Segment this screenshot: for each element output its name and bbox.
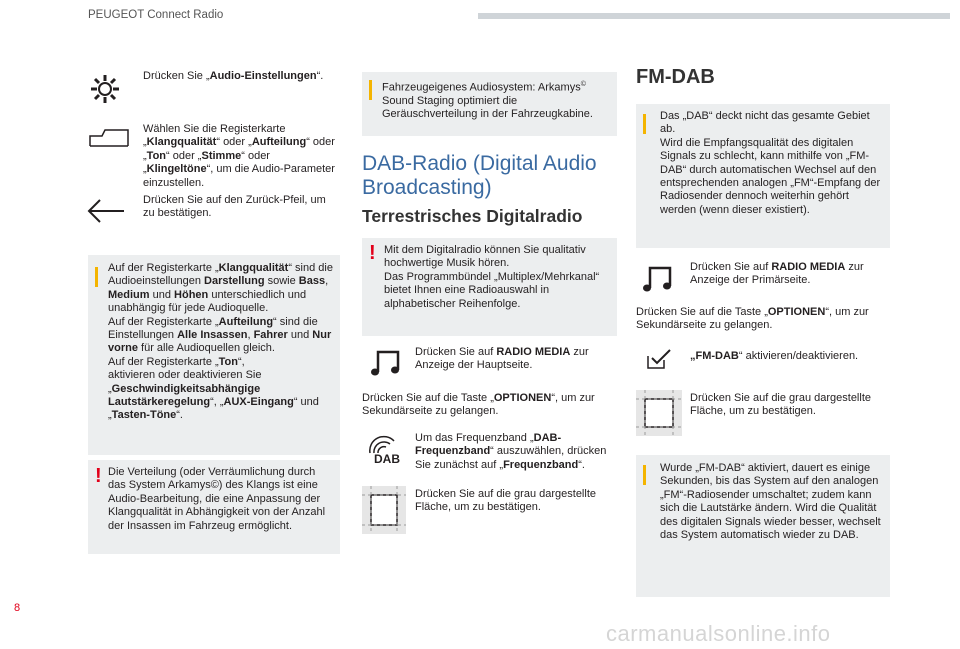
step-select-dab-band: Um das Frequenzband „DAB-Frequenzband“ auszuwählen, drücken Sie zunächst auf „Frequenzband“. [415, 432, 607, 471]
section-heading-dab: DAB-Radio (Digital Audio Broadcasting) [362, 152, 597, 199]
settings-gear-icon [88, 72, 122, 106]
gray-area-icon [362, 486, 406, 534]
section-heading-fm-dab: FM-DAB [636, 66, 715, 88]
info-box-sound-settings [88, 255, 340, 455]
warning-exclamation-icon: ! [95, 465, 102, 487]
music-note-icon [640, 262, 674, 294]
back-arrow-icon [86, 198, 126, 224]
step-select-tab: Wählen Sie die Registerkarte „Klangqualität“ oder „Aufteilung“ oder „Ton“ oder „Stimme“ oder „Klingeltöne“, um die Audio-Parameter einzustellen. [143, 123, 335, 189]
para-options-button: Drücken Sie auf die Taste „OPTIONEN“, um zur Sekundärseite zu gelangen. [362, 392, 595, 418]
step-radio-media-main: Drücken Sie auf RADIO MEDIA zur Anzeige der Hauptseite. [415, 346, 589, 372]
info-box-fm-dab-switch [636, 455, 890, 597]
subheading-terrestrial: Terrestrisches Digitalradio [362, 206, 583, 226]
step-audio-settings: Drücken Sie „Audio-Einstellungen“. [143, 70, 324, 82]
step-confirm-gray-area-fm: Drücken Sie auf die grau dargestellte Fläche, um zu bestätigen. [690, 392, 871, 418]
warning-box-arkamys [88, 460, 340, 554]
music-note-icon [368, 346, 402, 378]
step-toggle-fm-dab: „FM-DAB“ aktivieren/deaktivieren. [690, 350, 859, 362]
info-text-fm-dab-switch: Wurde „FM-DAB“ aktiviert, dauert es einige Sekunden, bis das System auf den analogen „FM“-Radiosender umschaltet; zudem kann sich die Lautstärke ändern. Wird die Qualität des digitalen Signals wieder besser, wechselt das System automatisch wieder zu DAB. [660, 462, 881, 542]
info-box-fm-dab [636, 104, 890, 248]
page-number: 8 [14, 602, 21, 614]
warning-exclamation-icon: ! [369, 242, 376, 264]
info-marker-icon [643, 114, 646, 134]
tab-icon [88, 128, 130, 148]
info-text-fm-dab: Das „DAB“ deckt nicht das gesamte Gebiet ab. Wird die Empfangsqualität des digitalen Signals zu schlecht, kann mithilfe von „FM-DAB“ durch automatischen Wechsel auf den entsprechenden analogen „FM“-Empfang der Radiosender dennoch weiterhin gehört werden (wenn dieser existiert). [660, 110, 881, 216]
info-marker-icon [95, 267, 98, 287]
running-header: PEUGEOT Connect Radio [88, 9, 224, 21]
info-marker-icon [369, 80, 372, 100]
para-options-button-fm: Drücken Sie auf die Taste „OPTIONEN“, um zur Sekundärseite zu gelangen. [636, 306, 869, 332]
header-bar [478, 13, 950, 19]
info-text-arkamys: Fahrzeugeigenes Audiosystem: Arkamys© Sound Staging optimiert die Geräuschverteilung in der Fahrzeugkabine. [382, 81, 593, 121]
warning-text-digital-radio: Mit dem Digitalradio können Sie qualitativ hochwertige Musik hören. Das Programmbündel „Multiplex/Mehrkanal“ bietet Ihnen eine Radioauswahl in alphabetischer Reihenfolge. [384, 244, 600, 310]
info-text-sound: Auf der Registerkarte „Klangqualität“ sind die Audioeinstellungen Darstellung sowie Bass, Medium und Höhen unterschiedlich und unabhängig für jede Audioquelle. Auf der Registerkarte „Aufteilung“ sind die Einstellungen Alle Insassen, Fahrer und Nur vorne für alle Audioquellen gleich. Auf der Registerkarte „Ton“, aktivieren oder deaktivieren Sie „Geschwindigkeitsabhängige Lautstärkeregelung“, „AUX-Eingang“ und „Tasten-Töne“. [108, 262, 333, 422]
step-radio-media-primary: Drücken Sie auf RADIO MEDIA zur Anzeige der Primärseite. [690, 261, 864, 287]
info-marker-icon [643, 465, 646, 485]
watermark: carmanualsonline.info [606, 621, 831, 646]
warning-text-arkamys: Die Verteilung (oder Verräumlichung durch das System Arkamys©) des Klangs ist eine Audio-Bearbeitung, die eine Anpassung der Klangqualität in Abhängigkeit von der Anzahl der Insassen im Fahrzeug ermöglicht. [108, 466, 326, 532]
checkbox-checked-icon [646, 348, 672, 370]
warning-box-digital-radio [362, 238, 617, 336]
dab-band-icon [364, 435, 408, 469]
step-back-confirm: Drücken Sie auf den Zurück-Pfeil, um zu bestätigen. [143, 194, 326, 220]
info-box-arkamys [362, 72, 617, 136]
gray-area-icon [636, 390, 682, 436]
step-confirm-gray-area: Drücken Sie auf die grau dargestellte Fläche, um zu bestätigen. [415, 488, 596, 514]
dab-icon-label: DAB [374, 452, 400, 466]
